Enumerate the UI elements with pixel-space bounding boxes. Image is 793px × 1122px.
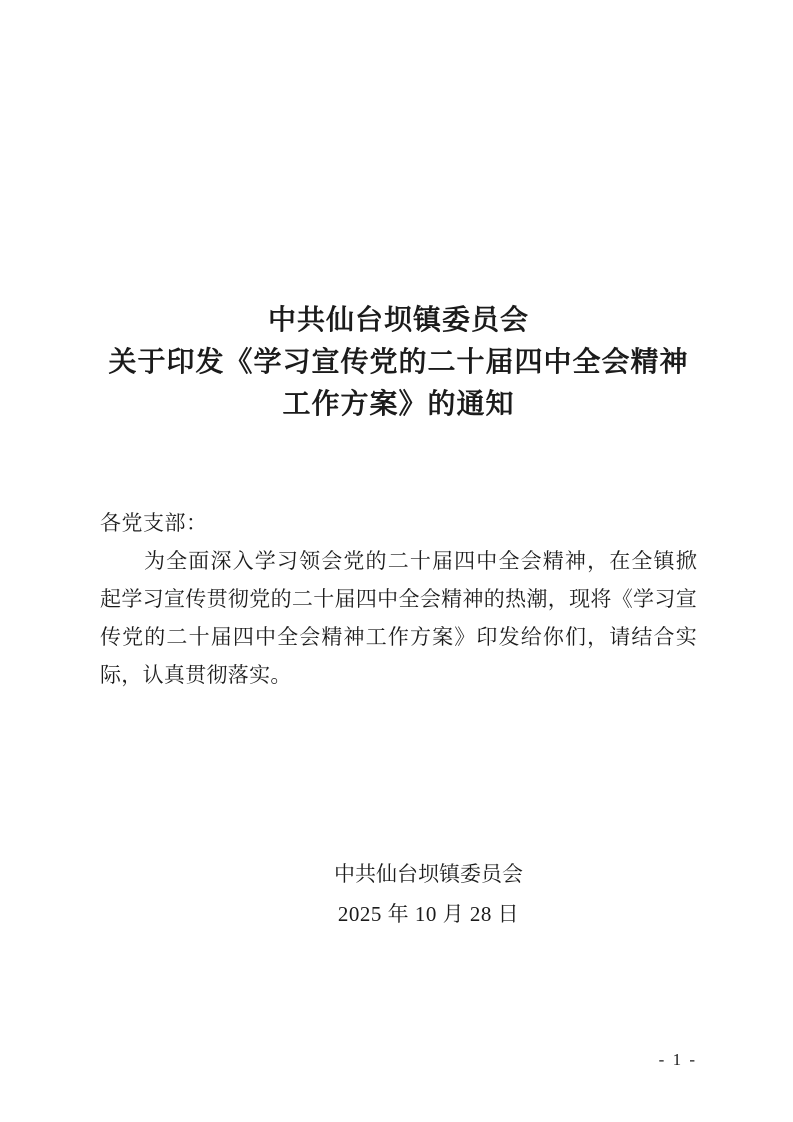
signature-organization: 中共仙台坝镇委员会 [334,862,523,886]
signature-date: 2025 年 10 月 28 日 [337,902,520,926]
document-body [100,0,697,1122]
title-line-3: 工作方案》的通知 [282,389,515,420]
page-title [100,300,697,426]
title-line-1: 中共仙台坝镇委员会 [267,305,529,336]
signature-block [100,854,697,934]
page-number: - 1 - [658,1050,697,1069]
salutation: 各党支部： [100,511,208,535]
title-line-2: 关于印发《学习宣传党的二十届四中全会精神 [108,347,689,378]
body-paragraph: 为全面深入学习领会党的二十届四中全会精神，在全镇掀起学习宣传贯彻党的二十届四中全会精神的热潮，现将《学习宣传党的二十届四中全会精神工作方案》印发给你们，请结合实际，认真贯彻落实。 [100,549,697,687]
